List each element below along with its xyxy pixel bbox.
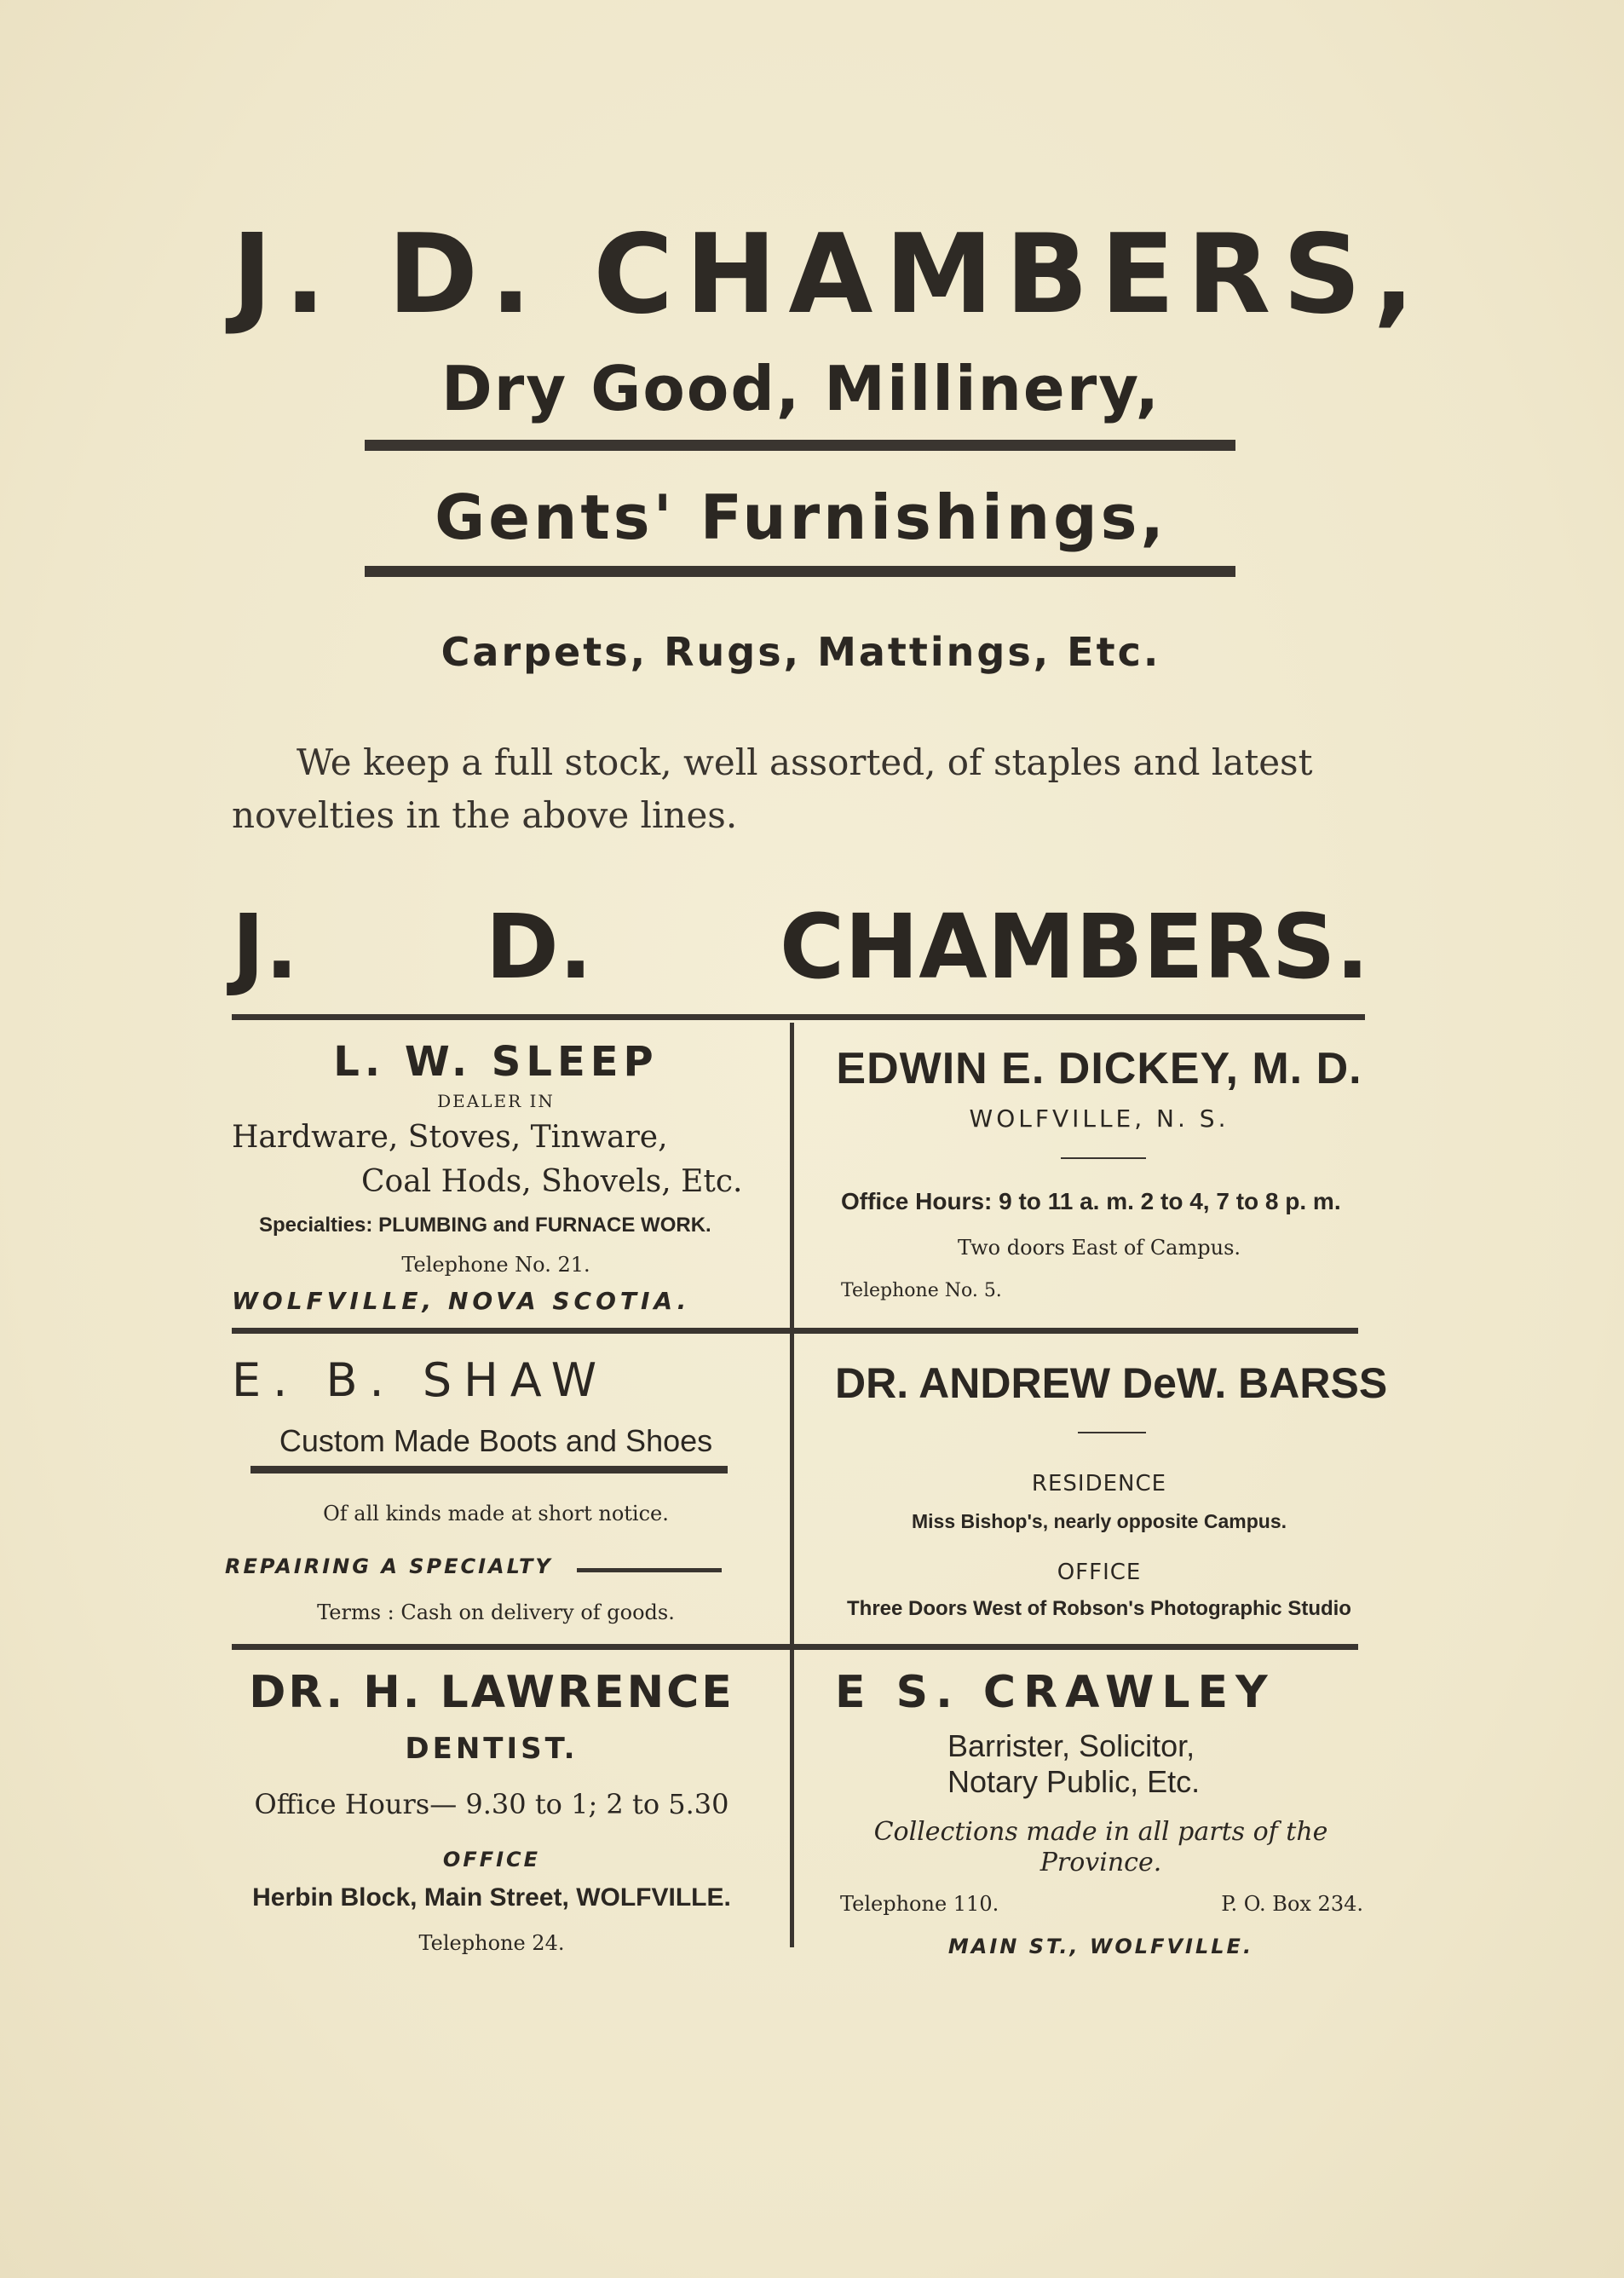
shaw-kinds: Of all kinds made at short notice. (323, 1502, 669, 1525)
barss-residence: Miss Bishop's, nearly opposite Campus. (911, 1510, 1287, 1532)
sleep-name: L. W. SLEEP (333, 1038, 659, 1086)
crawley-collections1: Collections made in all parts of the (873, 1817, 1328, 1847)
shaw-repairing-line (577, 1568, 722, 1572)
sleep-items2: Coal Hods, Shovels, Etc. (361, 1164, 743, 1199)
barss-office-label: OFFICE (1057, 1560, 1142, 1585)
shaw-rule (251, 1466, 728, 1473)
lawrence-name: DR. H. LAWRENCE (249, 1667, 734, 1718)
ad-crawley (835, 1660, 1367, 1984)
lawrence-office: Herbin Block, Main Street, WOLFVILLE. (252, 1883, 731, 1912)
ad-dickey (835, 1031, 1363, 1325)
crawley-pobox: P. O. Box 234. (1221, 1892, 1363, 1916)
ad-barss (835, 1345, 1388, 1639)
footer-title-chambers: CHAMBERS. (779, 895, 1369, 999)
crawley-location: MAIN ST., WOLFVILLE. (947, 1935, 1254, 1958)
lawrence-office-label: OFFICE (442, 1848, 541, 1871)
header-line2: Gents' Furnishings, (435, 482, 1167, 553)
grid-rule-vertical (790, 1023, 794, 1947)
header-line1: Dry Good, Millinery, (441, 353, 1160, 424)
dickey-telephone: Telephone No. 5. (841, 1280, 1002, 1301)
crawley-telephone: Telephone 110. (840, 1892, 999, 1916)
sleep-telephone: Telephone No. 21. (401, 1253, 590, 1277)
crawley-role2: Notary Public, Etc. (947, 1764, 1201, 1799)
footer-title-j: J. (232, 895, 299, 999)
rule-1 (365, 440, 1235, 451)
sleep-items1: Hardware, Stoves, Tinware, (232, 1120, 668, 1155)
dickey-name: EDWIN E. DICKEY, M. D. (836, 1044, 1362, 1093)
footer-title (232, 895, 1369, 999)
sleep-specialties: Specialties: PLUMBING and FURNACE WORK. (259, 1214, 711, 1237)
ad-lawrence (223, 1660, 760, 1967)
footer-title-d: D. (485, 895, 593, 999)
crawley-collections2: Province. (1039, 1848, 1162, 1877)
barss-name: DR. ANDREW DeW. BARSS (835, 1359, 1388, 1407)
header-paragraph: We keep a full stock, well assorted, of staples and latest novelties in the above lines. (232, 741, 1313, 836)
ad-sleep (232, 1031, 760, 1325)
lawrence-telephone: Telephone 24. (418, 1931, 565, 1955)
dickey-town: WOLFVILLE, N. S. (969, 1104, 1230, 1133)
grid-rule-mid1 (232, 1328, 1358, 1334)
sleep-location: WOLFVILLE, NOVA SCOTIA. (232, 1287, 691, 1315)
rule-2 (365, 566, 1235, 577)
header-title: J. D. CHAMBERS, (232, 211, 1427, 338)
shaw-repairing: REPAIRING A SPECIALTY (225, 1554, 553, 1578)
barss-divider (1078, 1432, 1146, 1433)
barss-office: Three Doors West of Robson's Photographic Studio (847, 1597, 1351, 1620)
lawrence-hours: Office Hours— 9.30 to 1; 2 to 5.30 (254, 1788, 729, 1820)
header-line3: Carpets, Rugs, Mattings, Etc. (441, 629, 1161, 675)
barss-residence-label: RESIDENCE (1031, 1471, 1167, 1497)
lawrence-title: DENTIST. (405, 1732, 579, 1766)
shaw-tagline: Custom Made Boots and Shoes (279, 1423, 713, 1458)
ad-shaw (225, 1345, 760, 1639)
shaw-name: E. B. SHAW (232, 1353, 609, 1407)
dickey-location: Two doors East of Campus. (957, 1236, 1241, 1260)
grid-rule-mid2 (232, 1644, 1358, 1650)
dickey-hours: Office Hours: 9 to 11 a. m. 2 to 4, 7 to 8 p. m. (841, 1188, 1341, 1214)
shaw-terms: Terms : Cash on delivery of goods. (317, 1600, 675, 1624)
sleep-dealer: DEALER IN (437, 1091, 555, 1111)
crawley-name: E S. CRAWLEY (835, 1667, 1276, 1718)
dickey-divider (1061, 1157, 1146, 1159)
crawley-role1: Barrister, Solicitor, (947, 1728, 1195, 1763)
grid-rule-top (232, 1014, 1365, 1020)
